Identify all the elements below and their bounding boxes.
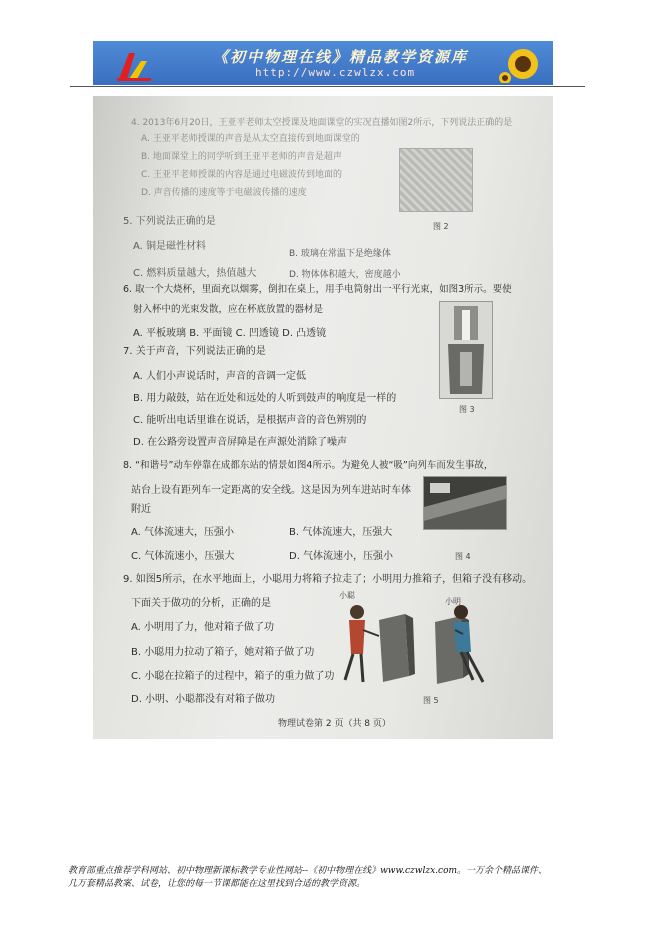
q7-option-b: B. 用力敲鼓，站在近处和远处的人听到鼓声的响度是一样的	[133, 393, 397, 404]
figure-4	[423, 476, 507, 530]
figure-2-label: 图 2	[433, 222, 449, 231]
figure-2	[399, 148, 473, 212]
q8-option-d: D. 气体流速小，压强小	[289, 551, 394, 562]
footer-line-1: 教育部重点推荐学科网站、初中物理新课标教学专业性网站--《初中物理在线》www.czwlzx.com。一万余个精品课件、	[68, 866, 548, 876]
q4-option-c: C. 王亚平老师授课的内容是通过电磁波传到地面的	[141, 170, 343, 180]
figure-4-label: 图 4	[455, 552, 471, 561]
q5-option-d: D. 物体体积越大，密度越小	[289, 270, 401, 280]
q4-stem: 4. 2013年6月20日，王亚平老师太空授课及地面课堂的实况直播如图2所示，下列说法正确的是	[131, 118, 513, 128]
q4-option-b: B. 地面课堂上的同学听到王亚平老师的声音是超声	[141, 152, 342, 162]
q5-stem: 5. 下列说法正确的是	[123, 216, 216, 227]
q6-line-2: 射入杯中的光束发散，应在杯底放置的器材是	[133, 304, 324, 315]
q8-line-1: 8. “和谐号”动车停靠在成都东站的情景如图4所示。为避免人被“吸”向列车而发生事故，	[123, 460, 494, 471]
q7-option-a: A. 人们小声说话时，声音的音调一定低	[133, 371, 307, 382]
figure-5-caption: 图 5	[423, 696, 439, 705]
header-rule	[70, 86, 585, 87]
q5-option-a: A. 铜是磁性材料	[133, 241, 207, 252]
q4-option-d: D. 声音传播的速度等于电磁波传播的速度	[141, 188, 307, 198]
q9-option-c: C. 小聪在拉箱子的过程中，箱子的重力做了功	[131, 671, 335, 682]
q6-line-1: 6. 取一个大烧杯，里面充以烟雾，倒扣在桌上，用手电筒射出一平行光束，如图3所示。要使	[123, 284, 512, 295]
q7-option-c: C. 能听出电话里谁在说话，是根据声音的音色辨别的	[133, 415, 367, 426]
q4-option-a: A. 王亚平老师授课的声音是从太空直接传到地面课堂的	[141, 134, 360, 144]
q8-option-a: A. 气体流速大，压强小	[131, 527, 235, 538]
q5-option-c: C. 燃料质量越大，热值越大	[133, 268, 257, 279]
q8-line-3: 附近	[131, 504, 151, 515]
q9-option-b: B. 小聪用力拉动了箱子，她对箱子做了功	[131, 647, 315, 658]
exam-page-number: 物理试卷第 2 页（共 8 页）	[278, 719, 391, 729]
q9-option-a: A. 小明用了力，他对箱子做了功	[131, 622, 275, 633]
q5-option-b: B. 玻璃在常温下是绝缘体	[289, 249, 391, 259]
figure-3-label: 图 3	[459, 405, 475, 414]
q8-line-2: 站台上设有距列车一定距离的安全线。这是因为列车进站时车体	[131, 485, 411, 496]
site-logo-icon	[115, 49, 155, 83]
q7-option-d: D. 在公路旁设置声音屏障是在声源处消除了噪声	[133, 437, 348, 448]
banner-title: 《初中物理在线》精品教学资源库	[213, 48, 469, 66]
site-banner	[93, 41, 553, 85]
q6-options: A. 平板玻璃 B. 平面镜 C. 凹透镜 D. 凸透镜	[133, 328, 327, 339]
sunflower-icon	[499, 45, 547, 83]
figure-5-label-right: 小明	[445, 597, 461, 606]
q8-option-c: C. 气体流速小，压强大	[131, 551, 235, 562]
figure-5	[333, 602, 493, 697]
q7-stem: 7. 关于声音，下列说法正确的是	[123, 346, 266, 357]
figure-5-label-left: 小聪	[339, 591, 355, 600]
footer-line-2: 几万套精品教案、试卷，让您的每一节课都能在这里找到合适的教学资源。	[68, 879, 366, 889]
q8-option-b: B. 气体流速大，压强大	[289, 527, 393, 538]
girl-pulling-figure	[345, 605, 379, 682]
banner-url[interactable]: http://www.czwlzx.com	[255, 66, 416, 79]
q9-line-2: 下面关于做功的分析，正确的是	[131, 598, 271, 609]
q9-line-1: 9. 如图5所示，在水平地面上，小聪用力将箱子拉走了；小明用力推箱子，但箱子没有移动。	[123, 574, 533, 585]
q9-option-d: D. 小明、小聪都没有对箱子做功	[131, 694, 276, 705]
figure-3	[439, 301, 493, 399]
exam-photo	[93, 96, 553, 739]
